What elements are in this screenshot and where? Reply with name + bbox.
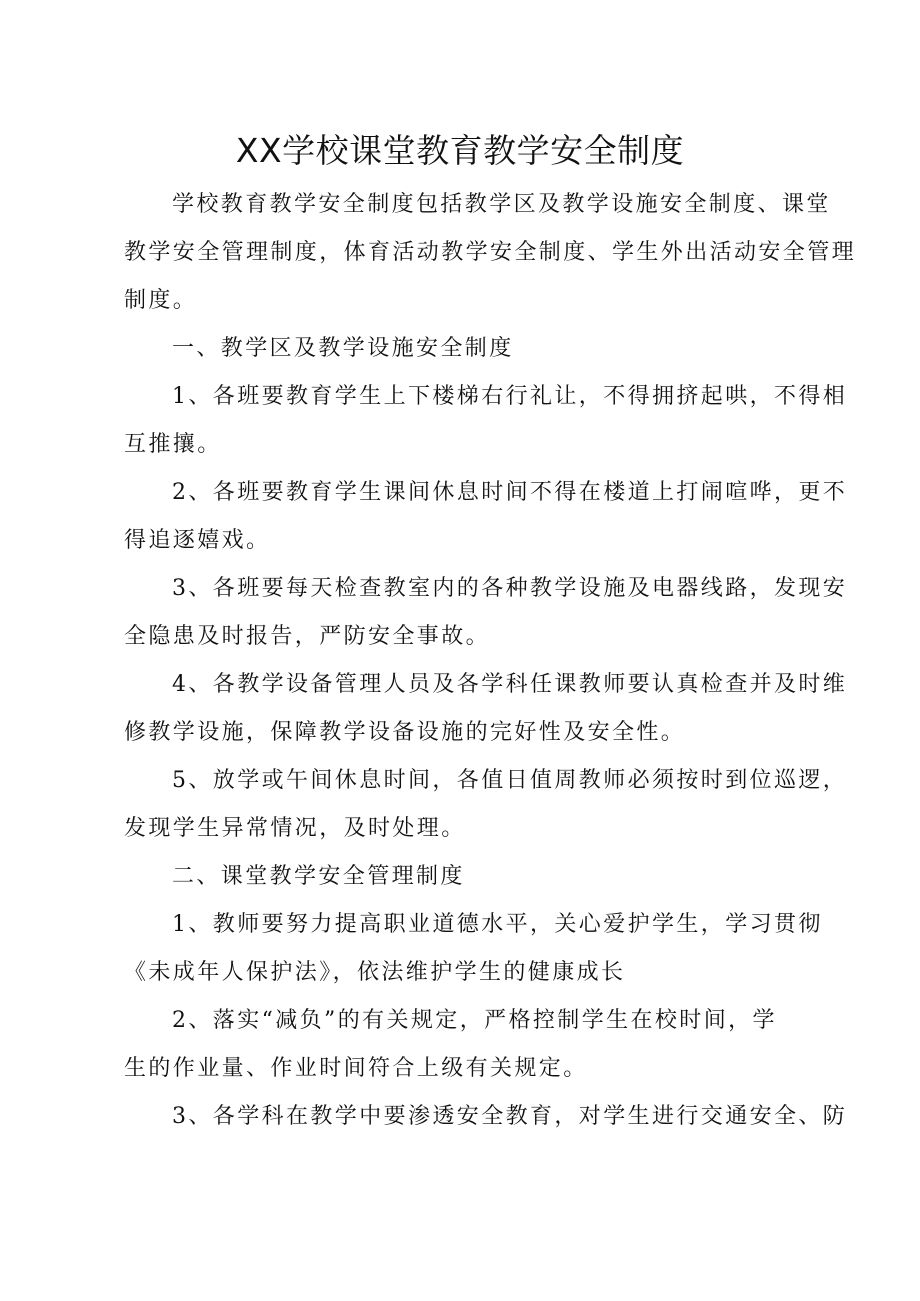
list-item xyxy=(124,373,848,469)
list-item xyxy=(124,565,848,661)
text-line: 教学安全管理制度，体育活动教学安全制度、学生外出活动安全管理 xyxy=(124,240,857,265)
text-line: 学校教育教学安全制度包括教学区及教学设施安全制度、课堂 xyxy=(172,192,831,217)
text-line: 1、各班要教育学生上下楼梯右行礼让，不得拥挤起哄，不得相 xyxy=(172,384,848,409)
document-title: XX学校课堂教育教学安全制度 xyxy=(235,131,685,170)
list-item xyxy=(124,757,848,853)
text-line: 修教学设施，保障教学设备设施的完好性及安全性。 xyxy=(124,720,686,745)
text-line: 制度。 xyxy=(124,288,198,313)
list-item xyxy=(124,901,824,997)
document-body xyxy=(124,181,857,1141)
list-item xyxy=(124,469,848,565)
section-heading-1 xyxy=(124,325,824,373)
text-line: 3、各班要每天检查教室内的各种教学设施及电器线路，发现安 xyxy=(172,576,848,601)
text-line: 5、放学或午间休息时间，各值日值周教师必须按时到位巡逻， xyxy=(172,768,848,793)
text-line: 2、各班要教育学生课间休息时间不得在楼道上打闹喧哗，更不 xyxy=(172,480,848,505)
section-heading-2 xyxy=(124,853,824,901)
list-item xyxy=(124,997,824,1093)
text-line: 一、教学区及教学设施安全制度 xyxy=(172,336,514,361)
list-item xyxy=(124,661,848,757)
text-line: 生的作业量、作业时间符合上级有关规定。 xyxy=(124,1056,588,1081)
text-line: 发现学生异常情况，及时处理。 xyxy=(124,816,466,841)
text-line: 二、课堂教学安全管理制度 xyxy=(172,864,465,889)
text-line: 3、各学科在教学中要渗透安全教育，对学生进行交通安全、防 xyxy=(172,1104,848,1129)
list-item xyxy=(124,1093,848,1141)
text-line: 2、落实“减负”的有关规定，严格控制学生在校时间，学 xyxy=(172,1008,777,1033)
text-line: 1、教师要努力提高职业道德水平，关心爱护学生，学习贯彻 xyxy=(172,912,823,937)
text-line: 互推攘。 xyxy=(124,432,222,457)
paragraph-intro xyxy=(124,181,857,325)
text-line: 4、各教学设备管理人员及各学科任课教师要认真检查并及时维 xyxy=(172,672,848,697)
text-line: 《未成年人保护法》，依法维护学生的健康成长 xyxy=(124,960,626,985)
text-line: 全隐患及时报告，严防安全事故。 xyxy=(124,624,491,649)
text-line: 得追逐嬉戏。 xyxy=(124,528,271,553)
